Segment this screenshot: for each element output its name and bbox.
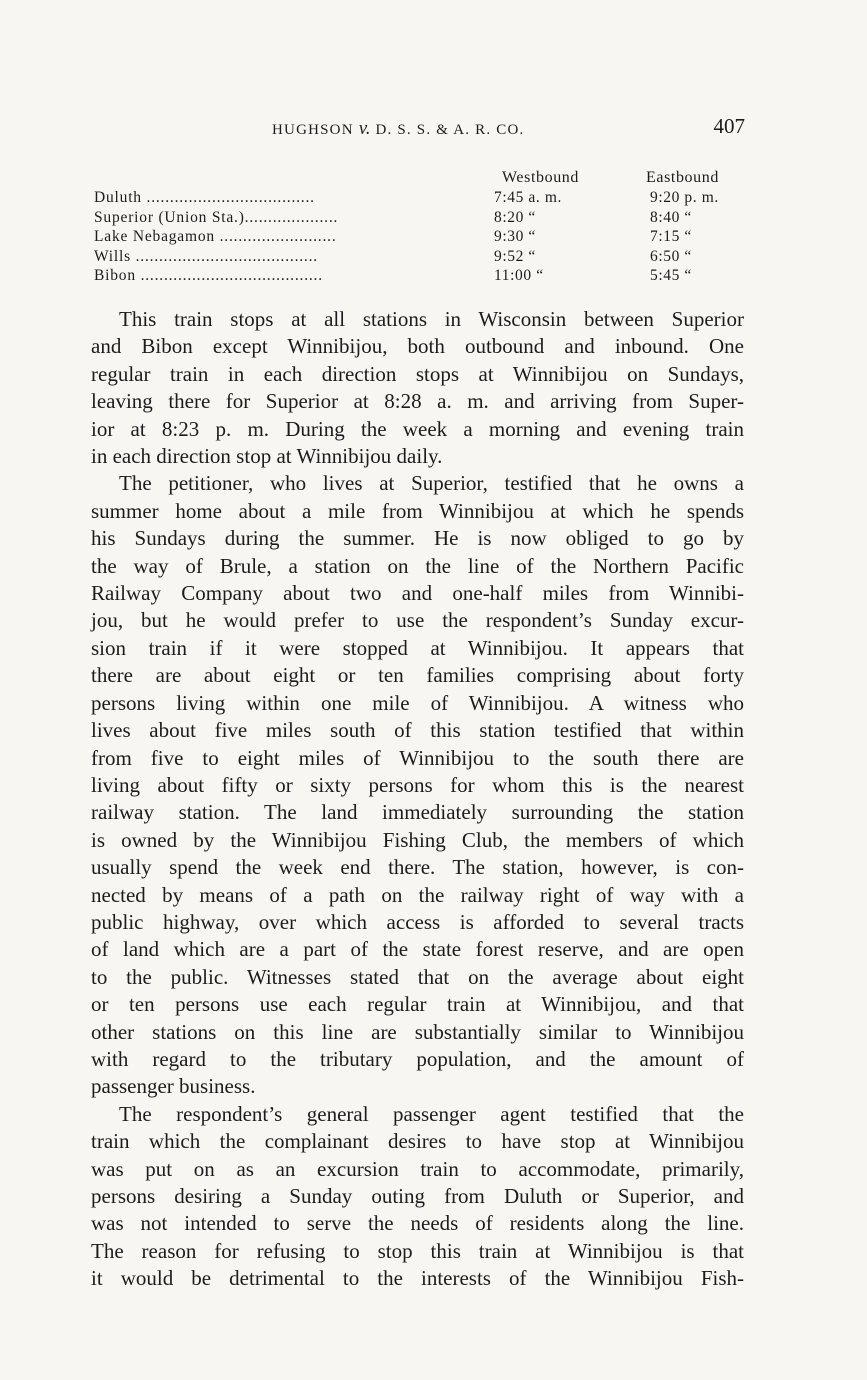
- text-line: sion train if it were stopped at Winnibijou. It appears that: [91, 635, 744, 660]
- text-line: and Bibon except Winnibijou, both outbound and inbound. One: [91, 334, 744, 359]
- text-line: summer home about a mile from Winnibijou at which he spends: [91, 498, 744, 523]
- text-line: or ten persons use each regular train at Winnibijou, and that: [91, 992, 744, 1017]
- westbound-time: 11:00 “: [494, 267, 544, 284]
- text-line: The respondent’s general passenger agent testified that the: [119, 1101, 744, 1126]
- text-line: persons desiring a Sunday outing from Duluth or Superior, and: [91, 1184, 744, 1208]
- text-line: The petitioner, who lives at Superior, testified that he owns a: [119, 471, 744, 496]
- station-name: Wills .......................................: [94, 247, 318, 265]
- timetable-header: [94, 168, 754, 188]
- text-line: nected by means of a path on the railway right of way with a: [91, 882, 744, 907]
- timetable-row: [94, 208, 754, 228]
- text-line: train which the complainant desires to have stop at Winnibijou: [91, 1129, 744, 1154]
- running-head-case-part2: D. S. S. & A. R. CO.: [375, 122, 525, 138]
- text-line: there are about eight or ten families comprising about forty: [91, 663, 744, 688]
- eastbound-header: Eastbound: [646, 169, 719, 186]
- eastbound-time: 5:45 “: [650, 267, 692, 284]
- text-line: leaving there for Superior at 8:28 a. m. and arriving from Super-: [91, 389, 744, 414]
- running-head-versus: v.: [358, 118, 371, 139]
- text-line: his Sundays during the summer. He is now obliged to go by: [91, 526, 744, 551]
- station-name: Duluth ....................................: [94, 189, 315, 206]
- text-line: was put on as an excursion train to accommodate, primarily,: [91, 1156, 744, 1181]
- text-line: usually spend the week end there. The station, however, is con-: [91, 855, 744, 880]
- text-line: railway station. The land immediately surrounding the station: [91, 800, 744, 825]
- station-name: Bibon .......................................: [94, 267, 323, 284]
- page-number: 407: [713, 114, 745, 138]
- text-line: The reason for refusing to stop this train at Winnibijou is that: [91, 1238, 744, 1263]
- text-line: persons living within one mile of Winnibijou. A witness who: [91, 690, 744, 715]
- eastbound-time: 9:20 p. m.: [650, 189, 719, 206]
- westbound-time: 7:45 a. m.: [494, 189, 562, 206]
- timetable-row: [94, 227, 754, 247]
- page-header: [92, 114, 747, 142]
- station-name: Superior (Union Sta.)....................: [94, 208, 339, 226]
- timetable: [94, 168, 754, 286]
- text-line: was not intended to serve the needs of residents along the line.: [91, 1211, 744, 1236]
- text-line: is owned by the Winnibijou Fishing Club, the members of which: [91, 827, 744, 852]
- text-line: Railway Company about two and one-half miles from Winnibi-: [91, 581, 744, 606]
- eastbound-time: 8:40 “: [650, 208, 692, 226]
- body-text: [91, 306, 744, 1293]
- paragraph-2: [91, 470, 744, 1100]
- text-line: passenger business.: [91, 1074, 256, 1099]
- running-head: [272, 118, 524, 140]
- paragraph-1: [91, 306, 744, 470]
- text-line: public highway, over which access is afforded to several tracts: [91, 909, 744, 934]
- text-line: This train stops at all stations in Wisconsin between Superior: [119, 307, 744, 331]
- text-line: to the public. Witnesses stated that on the average about eight: [91, 964, 744, 989]
- eastbound-time: 7:15 “: [650, 228, 692, 245]
- text-line: other stations on this line are substantially similar to Winnibijou: [91, 1019, 744, 1044]
- westbound-time: 9:52 “: [494, 247, 536, 265]
- text-line: with regard to the tributary population, and the amount of: [91, 1046, 744, 1071]
- text-line: it would be detrimental to the interests of the Winnibijou Fish-: [91, 1266, 744, 1291]
- text-line: regular train in each direction stops at Winnibijou on Sundays,: [91, 361, 744, 386]
- running-head-case-part1: HUGHSON: [272, 122, 354, 138]
- westbound-time: 8:20 “: [494, 208, 536, 226]
- station-name: Lake Nebagamon .........................: [94, 228, 337, 245]
- text-line: in each direction stop at Winnibijou daily.: [91, 444, 443, 469]
- timetable-row: [94, 266, 754, 286]
- timetable-row: [94, 188, 754, 208]
- eastbound-time: 6:50 “: [650, 247, 692, 265]
- text-line: from five to eight miles of Winnibijou to the south there are: [91, 745, 744, 770]
- text-line: jou, but he would prefer to use the respondent’s Sunday excur-: [91, 608, 744, 633]
- westbound-time: 9:30 “: [494, 228, 536, 245]
- timetable-row: [94, 247, 754, 267]
- text-line: lives about five miles south of this station testified that within: [91, 718, 744, 743]
- text-line: of land which are a part of the state forest reserve, and are open: [91, 937, 744, 962]
- westbound-header: Westbound: [502, 169, 579, 186]
- paragraph-3: [91, 1101, 744, 1293]
- text-line: ior at 8:23 p. m. During the week a morning and evening train: [91, 416, 744, 441]
- text-line: the way of Brule, a station on the line of the Northern Pacific: [91, 553, 744, 578]
- text-line: living about fifty or sixty persons for whom this is the nearest: [91, 772, 744, 797]
